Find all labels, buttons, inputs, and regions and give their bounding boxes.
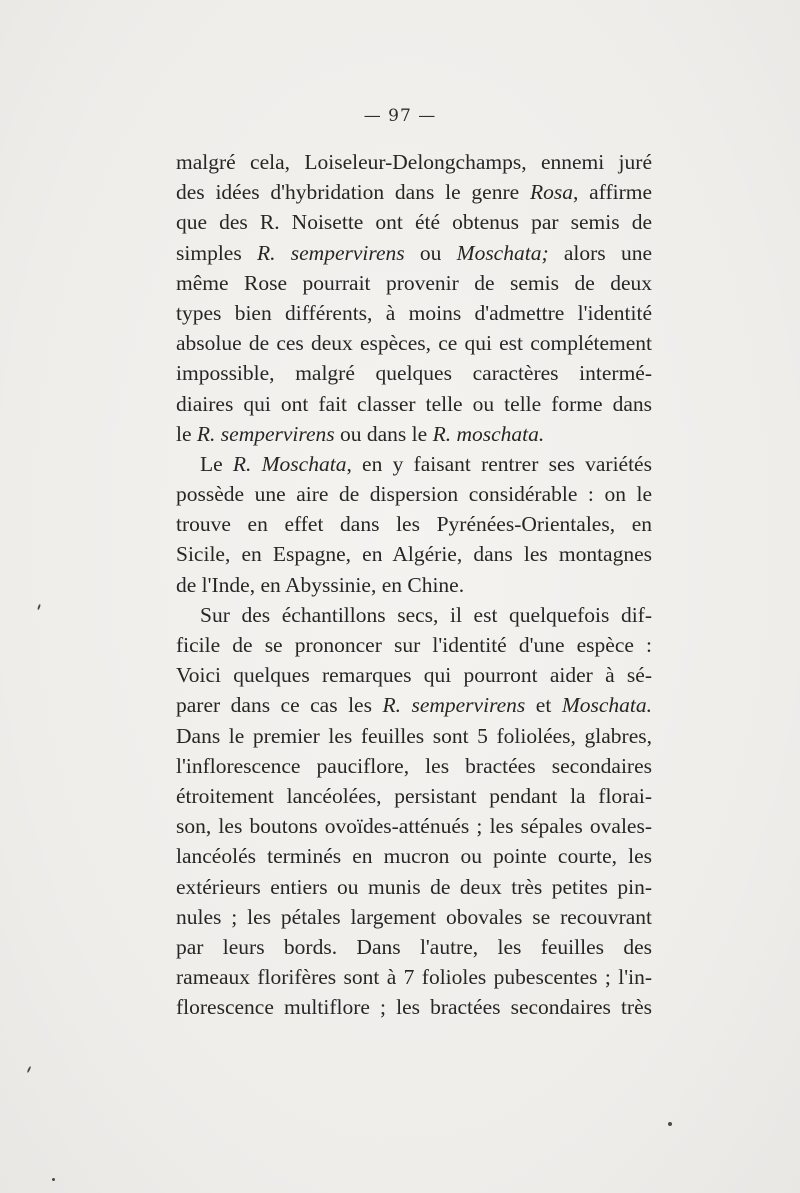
- text-line: même Rose pourrait provenir de semis de deux: [176, 270, 652, 295]
- paper-speck: [27, 1066, 32, 1073]
- text-line: diaires qui ont fait classer telle ou telle forme dans: [176, 391, 652, 416]
- text-line: absolue de ces deux espèces, ce qui est complétement: [176, 331, 652, 356]
- text-line: Sicile, en Espagne, en Algérie, dans les montagnes: [176, 542, 652, 567]
- paper-speck: [668, 1122, 672, 1126]
- text-line: parer dans ce cas les R. sempervirens et Moschata.: [176, 693, 652, 718]
- text-line: florescence multiflore ; les bractées secondaires très: [176, 995, 652, 1020]
- text-line: ficile de se prononcer sur l'identité d'une espèce :: [176, 633, 652, 657]
- text-line: lancéolés terminés en mucron ou pointe courte, les: [176, 844, 652, 869]
- text-line: trouve en effet dans les Pyrénées-Orientales, en: [176, 512, 652, 537]
- body-text: [176, 147, 652, 1022]
- text-line: le R. sempervirens ou dans le R. moschata.: [176, 421, 545, 446]
- text-line: types bien différents, à moins d'admettre l'identité: [176, 300, 652, 325]
- text-line: étroitement lancéolées, persistant pendant la florai-: [176, 783, 652, 808]
- paper-speck: [52, 1178, 55, 1181]
- text-line: son, les boutons ovoïdes-atténués ; les sépales ovales-: [176, 814, 652, 839]
- text-line: Dans le premier les feuilles sont 5 foliolées, glabres,: [176, 723, 652, 748]
- text-line: par leurs bords. Dans l'autre, les feuilles des: [176, 934, 652, 959]
- text-line: simples R. sempervirens ou Moschata; alors une: [176, 240, 652, 265]
- text-line: possède une aire de dispersion considérable : on le: [176, 482, 652, 507]
- text-line: que des R. Noisette ont été obtenus par semis de: [176, 210, 652, 235]
- text-line: rameaux florifères sont à 7 folioles pubescentes ; l'in-: [176, 965, 652, 990]
- text-line: malgré cela, Loiseleur-Delongchamps, ennemi juré: [176, 150, 652, 174]
- text-line: Voici quelques remarques qui pourront aider à sé-: [176, 663, 652, 688]
- text-line: des idées d'hybridation dans le genre Rosa, affirme: [176, 180, 653, 205]
- text-line: l'inflorescence pauciflore, les bractées secondaires: [176, 753, 652, 778]
- text-line: Sur des échantillons secs, il est quelquefois dif-: [200, 602, 652, 627]
- text-line: nules ; les pétales largement obovales se recouvrant: [176, 904, 652, 929]
- paper-speck: [37, 604, 41, 610]
- text-line: impossible, malgré quelques caractères intermé-: [176, 361, 652, 386]
- text-line: extérieurs entiers ou munis de deux très petites pin-: [176, 874, 652, 899]
- text-line: Le R. Moschata, en y faisant rentrer ses variétés: [200, 451, 652, 476]
- text-line: de l'Inde, en Abyssinie, en Chine.: [176, 572, 465, 597]
- page-number: — 97 —: [363, 106, 437, 126]
